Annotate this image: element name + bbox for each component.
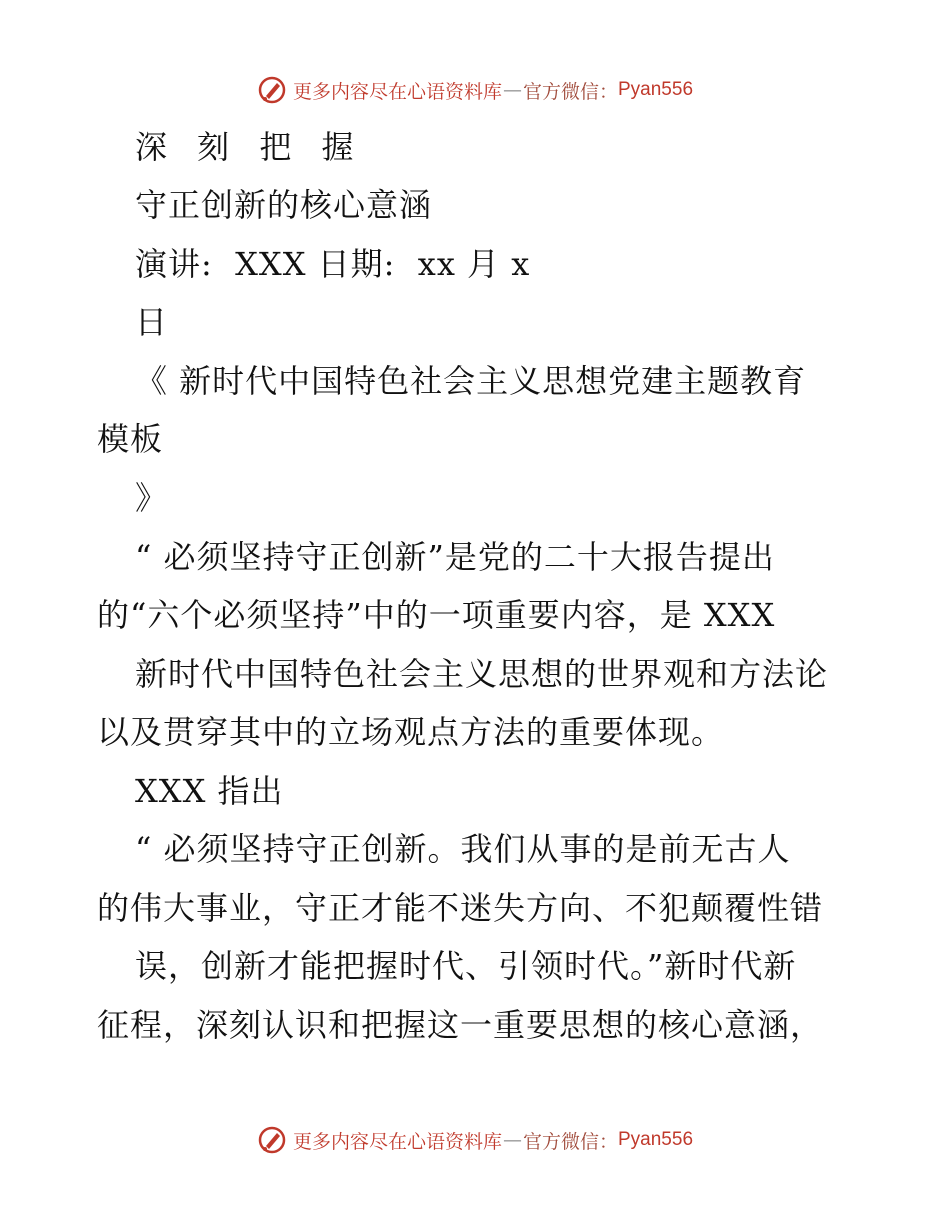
paragraph-3-line-1: “ 必须坚持守正创新。我们从事的是前无古人 — [135, 830, 791, 868]
watermark-main-text: 更多内容尽在心语资料库 — [292, 80, 502, 103]
paragraph-1-line-2: 的“六个必须坚持”中的一项重要内容，是 XXX — [97, 596, 776, 634]
watermark-sub-text: 官方微信： — [522, 1130, 618, 1153]
watermark-header — [0, 73, 950, 107]
template-title-line: 《 新时代中国特色社会主义思想党建主题教育 — [135, 362, 807, 400]
paragraph-3-line-2: 的伟大事业，守正才能不迷失方向、不犯颠覆性错 — [97, 889, 824, 927]
date-day-line: 日 — [135, 303, 169, 341]
paragraph-1-line-1: “ 必须坚持守正创新”是党的二十大报告提出 — [135, 538, 775, 576]
watermark-separator: — — [502, 1129, 522, 1151]
title-line-2: 守正创新的核心意涵 — [135, 186, 433, 224]
paragraph-2-line-1: XXX 指出 — [135, 772, 284, 810]
title-line-1: 深 刻 把 握 — [135, 128, 364, 166]
pen-logo-icon — [257, 1125, 287, 1155]
watermark-sub-text: 官方微信： — [522, 80, 618, 103]
template-title-cont: 模板 — [97, 420, 164, 458]
watermark-wechat-id: Pyan556 — [618, 79, 694, 100]
watermark-footer — [0, 1123, 950, 1157]
template-title-close: 》 — [135, 479, 169, 517]
watermark-wechat-id: Pyan556 — [618, 1129, 694, 1150]
paragraph-3-line-4: 征程，深刻认识和把握这一重要思想的核心意涵， — [97, 1006, 824, 1044]
watermark-main-text: 更多内容尽在心语资料库 — [292, 1130, 502, 1153]
paragraph-1-line-3: 新时代中国特色社会主义思想的世界观和方法论 — [135, 655, 829, 693]
paragraph-3-line-3: 误，创新才能把握时代、引领时代。”新时代新 — [135, 947, 797, 985]
pen-logo-icon — [257, 75, 287, 105]
watermark-separator: — — [502, 79, 522, 101]
paragraph-1-line-4: 以及贯穿其中的立场观点方法的重要体现。 — [97, 713, 725, 751]
speaker-date-line: 演讲: XXX 日期: xx 月 x — [135, 245, 531, 283]
